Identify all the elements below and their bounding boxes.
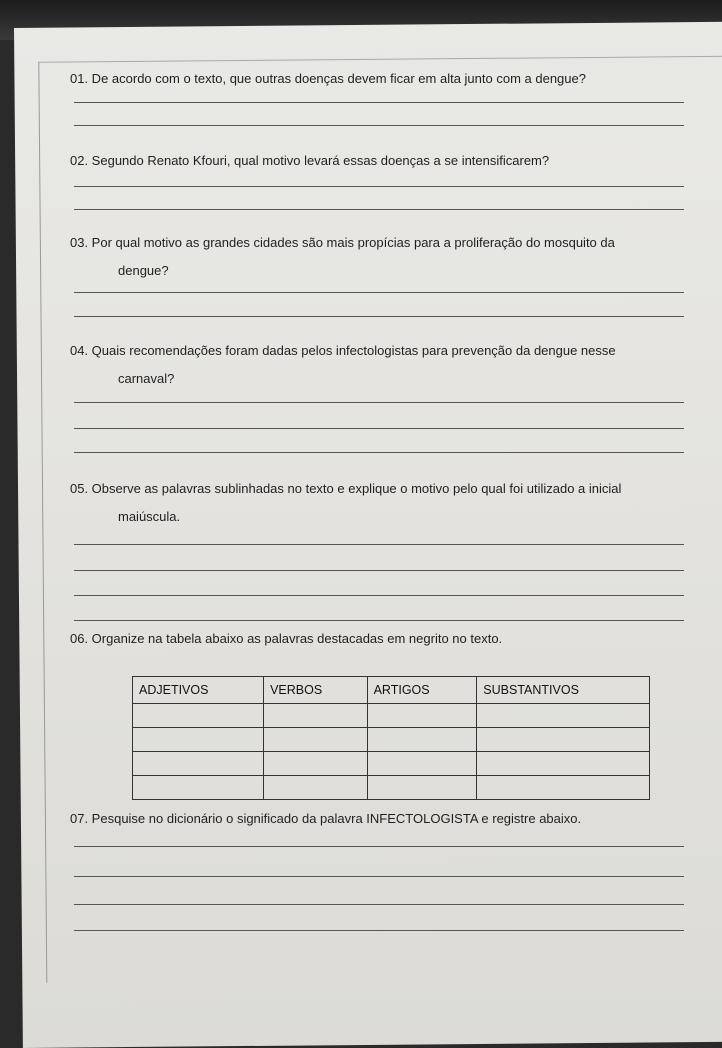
question-01 — [70, 70, 710, 88]
answer-line[interactable] — [74, 209, 684, 210]
table-cell[interactable] — [367, 728, 477, 752]
question-05 — [70, 480, 710, 525]
table-cell[interactable] — [367, 752, 477, 776]
table-cell[interactable] — [477, 776, 650, 800]
question-07 — [70, 810, 710, 828]
table-row — [133, 776, 650, 800]
answer-line[interactable] — [74, 595, 684, 596]
question-03-continuation: dengue? — [118, 262, 169, 278]
question-02-text: 02. Segundo Renato Kfouri, qual motivo levará essas doenças a se intensificarem? — [70, 153, 550, 168]
table-cell[interactable] — [264, 728, 367, 752]
question-06 — [70, 630, 710, 648]
question-03 — [70, 234, 710, 279]
table-cell[interactable] — [133, 704, 264, 728]
answer-line[interactable] — [74, 570, 684, 571]
answer-line[interactable] — [74, 402, 684, 403]
question-04-continuation: carnaval? — [118, 370, 175, 386]
question-04-text: 04. Quais recomendações foram dadas pelos infectologistas para prevenção da dengue nesse — [70, 343, 616, 358]
answer-line[interactable] — [74, 876, 684, 877]
table-cell[interactable] — [264, 776, 367, 800]
word-classification-table — [132, 676, 650, 800]
table-cell[interactable] — [133, 728, 264, 752]
answer-line[interactable] — [74, 544, 684, 545]
answer-line[interactable] — [74, 428, 684, 429]
answer-line[interactable] — [74, 102, 684, 103]
table-header-row — [133, 677, 650, 704]
table-row — [133, 752, 650, 776]
header-verbos: VERBOS — [264, 677, 367, 704]
worksheet-page — [14, 22, 722, 1048]
answer-line[interactable] — [74, 452, 684, 453]
question-05-text: 05. Observe as palavras sublinhadas no texto e explique o motivo pelo qual foi utilizado a inicial — [70, 481, 622, 496]
answer-line[interactable] — [74, 904, 684, 905]
answer-line[interactable] — [74, 846, 684, 847]
table-cell[interactable] — [264, 704, 367, 728]
header-artigos: ARTIGOS — [367, 677, 477, 704]
question-01-text: 01. De acordo com o texto, que outras doenças devem ficar em alta junto com a dengue? — [70, 71, 586, 86]
question-06-text: 06. Organize na tabela abaixo as palavras destacadas em negrito no texto. — [70, 631, 503, 646]
table-cell[interactable] — [133, 752, 264, 776]
table-cell[interactable] — [367, 776, 477, 800]
question-04 — [70, 342, 710, 387]
table-cell[interactable] — [133, 776, 264, 800]
table-cell[interactable] — [264, 752, 367, 776]
question-03-text: 03. Por qual motivo as grandes cidades são mais propícias para a proliferação do mosquito da — [70, 235, 615, 250]
header-adjetivos: ADJETIVOS — [133, 677, 264, 704]
table-cell[interactable] — [477, 704, 650, 728]
answer-line[interactable] — [74, 930, 684, 931]
table-row — [133, 728, 650, 752]
table-row — [133, 704, 650, 728]
answer-line[interactable] — [74, 125, 684, 126]
answer-line[interactable] — [74, 316, 684, 317]
question-05-continuation: maiúscula. — [118, 508, 181, 524]
header-substantivos: SUBSTANTIVOS — [477, 677, 650, 704]
table-cell[interactable] — [477, 728, 650, 752]
question-02 — [70, 152, 710, 170]
answer-line[interactable] — [74, 620, 684, 621]
answer-line[interactable] — [74, 292, 684, 293]
table-cell[interactable] — [477, 752, 650, 776]
answer-line[interactable] — [74, 186, 684, 187]
question-07-text: 07. Pesquise no dicionário o significado da palavra INFECTOLOGISTA e registre abaixo. — [70, 811, 582, 826]
table-cell[interactable] — [367, 704, 477, 728]
